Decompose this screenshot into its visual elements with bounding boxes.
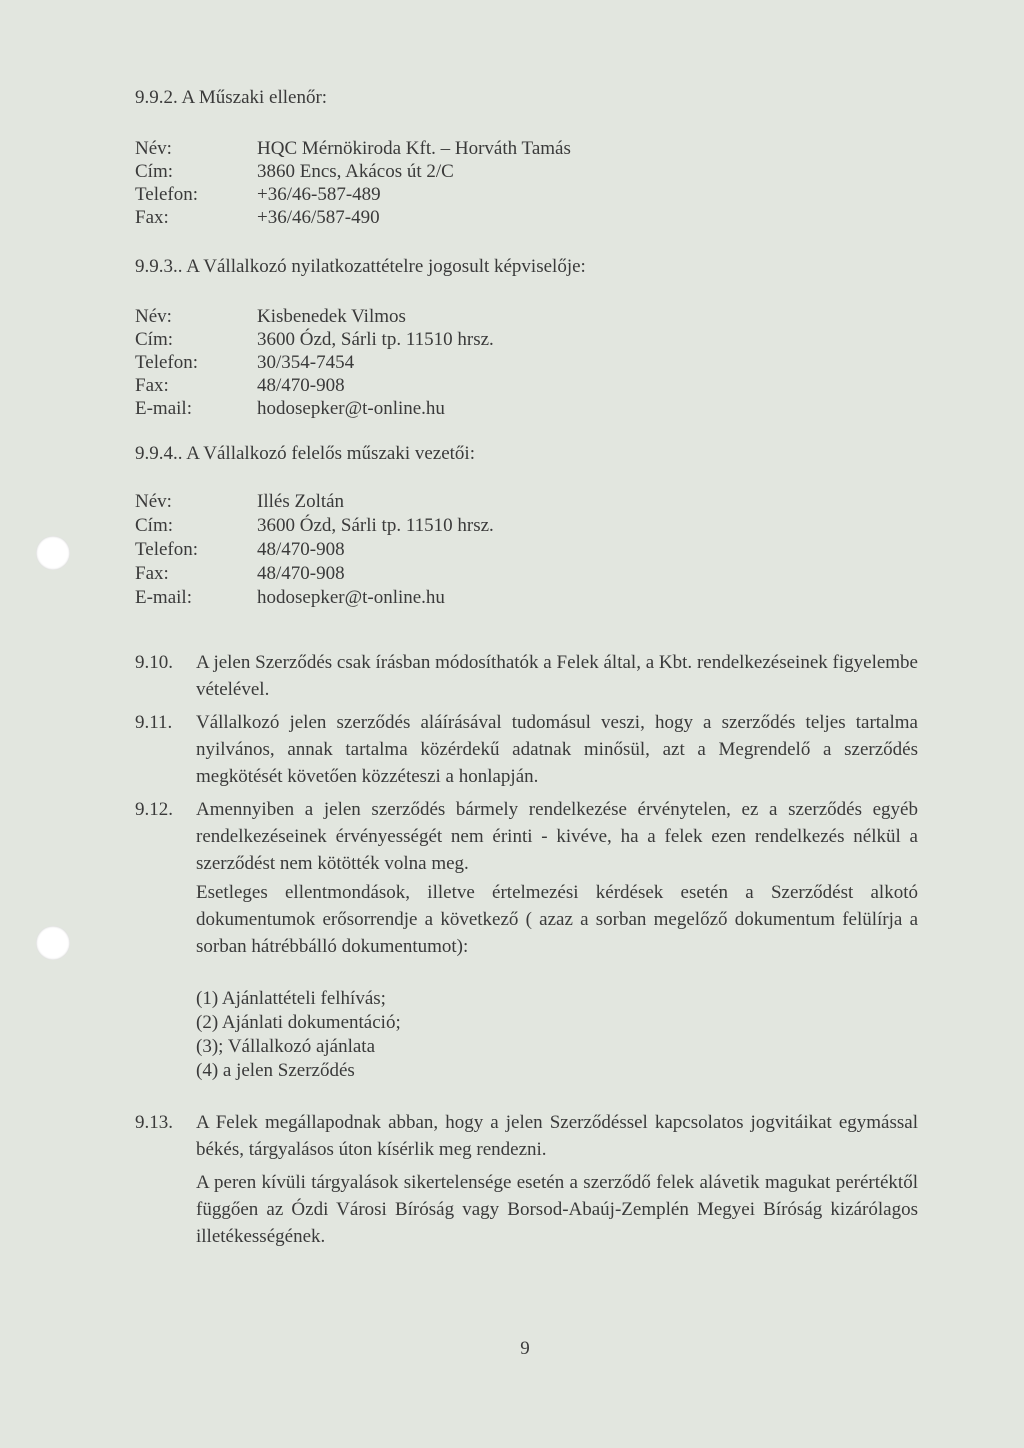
section-9-9-3-title: 9.9.3.. A Vállalkozó nyilatkozattételre jogosult képviselője: [135,256,586,277]
section-9-9-4-title: 9.9.4.. A Vállalkozó felelős műszaki vezetői: [135,443,475,464]
section-number: 9.12. [135,799,173,820]
contact-value: hodosepker@t-online.hu [257,587,445,608]
contact-value: 30/354-7454 [257,352,355,373]
contact-value: 48/470-908 [257,563,345,584]
contact-value: HQC Mérnökiroda Kft. – Horváth Tamás [257,138,571,159]
contact-label: Fax: [135,207,169,228]
contact-label: Telefon: [135,184,199,205]
contact-value: 48/470-908 [257,375,345,396]
section-9-10-text: A jelen Szerződés csak írásban módosíthatók a Felek által, a Kbt. rendelkezéseinek figyelembe vételével. [196,652,918,700]
list-item: (4) a jelen Szerződés [196,1060,355,1081]
contact-label: Fax: [135,563,169,584]
contact-value: 3600 Ózd, Sárli tp. 11510 hrsz. [257,329,494,350]
section-number: 9.10. [135,652,173,673]
contact-value: +36/46-587-489 [257,184,381,205]
list-item: (1) Ajánlattételi felhívás; [196,988,386,1009]
contact-label: Név: [135,306,172,327]
punch-hole-top [36,536,70,570]
section-9-12-text: Amennyiben a jelen szerződés bármely rendelkezése érvénytelen, ez a szerződés egyéb rendelkezéseinek érvényességét nem érinti - kivéve, ha a felek ezen rendelkezés nélkül a szerződést nem kötötték volna meg. [196,799,918,874]
contact-label: Telefon: [135,352,199,373]
contact-value: 3600 Ózd, Sárli tp. 11510 hrsz. [257,515,494,536]
contact-label: Név: [135,138,172,159]
contact-label: Név: [135,491,172,512]
contact-label: Telefon: [135,539,199,560]
section-9-12-text-2: Esetleges ellentmondások, illetve értelmezési kérdések esetén a Szerződést alkotó dokumentumok erősorrendje a következő ( azaz a sorban megelőző dokumentum felülírja a sorban hátrébbálló dokumentumot): [196,882,918,957]
contact-value: Illés Zoltán [257,491,345,512]
contact-value: hodosepker@t-online.hu [257,398,445,419]
contact-label: E-mail: [135,587,192,608]
contact-label: Fax: [135,375,169,396]
contact-value: +36/46/587-490 [257,207,380,228]
contact-label: E-mail: [135,398,192,419]
contact-label: Cím: [135,161,174,182]
contact-label: Cím: [135,329,174,350]
contact-value: 3860 Encs, Akácos út 2/C [257,161,454,182]
contact-value: Kisbenedek Vilmos [257,306,406,327]
punch-hole-bottom [36,926,70,960]
contact-label: Cím: [135,515,174,536]
page-number: 9 [520,1338,530,1359]
document-order-list [196,987,401,1083]
section-number: 9.13. [135,1112,173,1133]
section-9-13-text: A Felek megállapodnak abban, hogy a jelen Szerződéssel kapcsolatos jogvitáikat egymással békés, tárgyalásos úton kísérlik meg rendezni. [196,1112,918,1160]
section-9-11-text: Vállalkozó jelen szerződés aláírásával tudomásul veszi, hogy a szerződés teljes tartalma nyilvános, annak tartalma közérdekű adatnak minősül, azt a Megrendelő a szerződés megkötését követően közzéteszi a honlapján. [196,712,918,787]
contact-value: 48/470-908 [257,539,345,560]
section-9-9-2-title: 9.9.2. A Műszaki ellenőr: [135,87,328,108]
section-9-13-text-2: A peren kívüli tárgyalások sikertelensége esetén a szerződő felek alávetik magukat perértéktől függően az Ózdi Városi Bíróság vagy Borsod-Abaúj-Zemplén Megyei Bíróság kizárólagos illetékességének. [196,1172,918,1247]
list-item: (2) Ajánlati dokumentáció; [196,1012,401,1033]
list-item: (3); Vállalkozó ajánlata [196,1036,376,1057]
section-number: 9.11. [135,712,173,733]
